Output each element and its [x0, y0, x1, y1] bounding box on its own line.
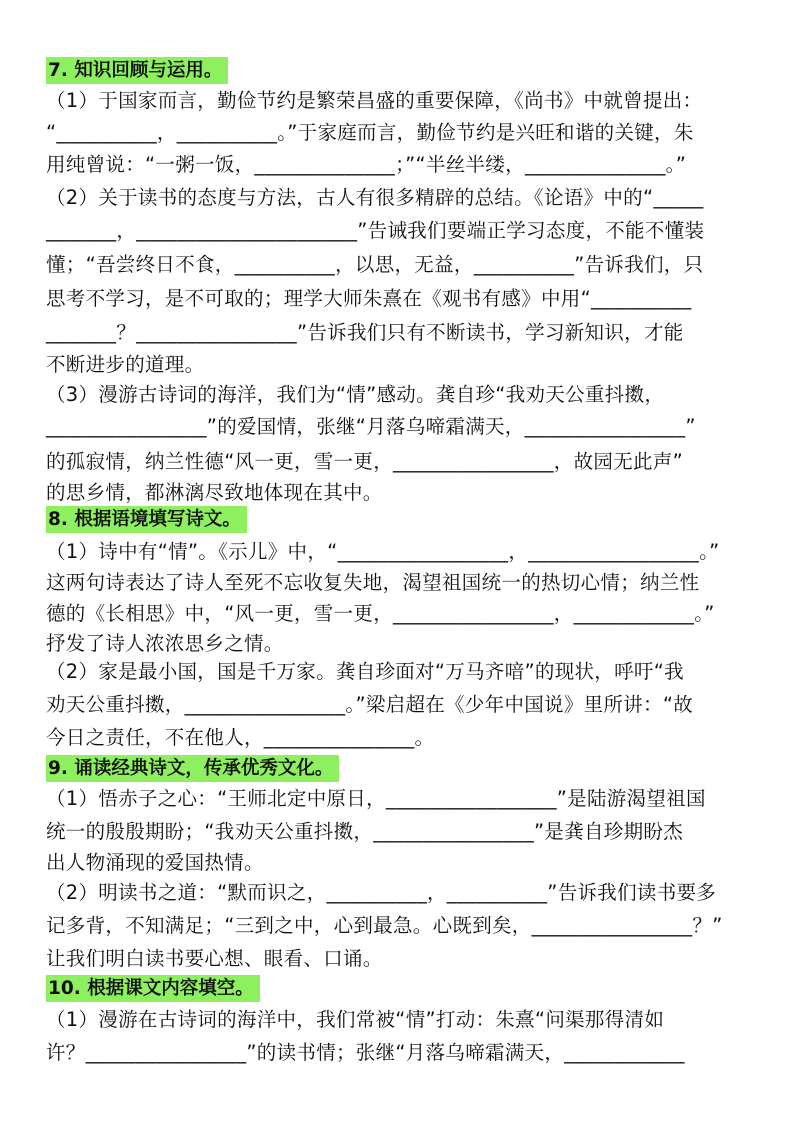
- text-line: （2）明读书之道：“默而识之，__________，__________”告诉我们读书要多: [46, 881, 717, 904]
- text-line: （3）漫游古诗词的海洋，我们为“情”感动。龚自珍“我劝天公重抖擞，: [46, 383, 665, 406]
- text-line: 许？________________”的读书情；张继“月落乌啼霜满天，____________: [46, 1041, 685, 1064]
- text-line: 今日之责任，不在他人，_______________。: [46, 726, 435, 749]
- text-line: “__________，__________。”于家庭而言，勤俭节约是兴旺和谐的关键，朱: [46, 121, 694, 144]
- text-line: 出人物涌现的爱国热情。: [46, 851, 264, 874]
- text-line: 用纯曾说：“一粥一饭，______________；”“半丝半缕，______________。”: [46, 153, 687, 176]
- text-line: 的孤寂情，纳兰性德“风一更，雪一更，________________，故园无此声”: [46, 450, 684, 473]
- text-line: （1）于国家而言，勤俭节约是繁荣昌盛的重要保障，《尚书》中就曾提出：: [46, 89, 703, 112]
- text-line: 不断进步的道理。: [46, 353, 205, 376]
- text-line: 统一的殷殷期盼；“我劝天公重抖擞，________________”是龚自珍期盼杰: [46, 820, 684, 843]
- text-line: ________________”的爱国情，张继“月落乌啼霜满天，________________”: [46, 415, 696, 438]
- text-line: （1）漫游在古诗词的海洋中，我们常被“情”打动：朱熹“问渠那得清如: [46, 1008, 665, 1031]
- text-line: 记多背，不知满足；“三到之中，心到最急。心既到矣，________________？”: [46, 914, 723, 937]
- text-line: （1）悟赤子之心：“王师北定中原日，_________________”是陆游渴望祖国: [46, 787, 706, 810]
- text-line: （2）家是最小国，国是千万家。龚自珍面对“万马齐喑”的现状，呼吁“我: [46, 660, 684, 683]
- text-line: （1）诗中有“情”。《示儿》中，“_________________，_________________。”: [46, 540, 720, 563]
- text-line: 懂；“吾尝终日不食，__________，以思，无益，__________”告诉我们，只: [46, 253, 704, 276]
- text-line: 让我们明白读书要心想、眼看、口诵。: [46, 947, 383, 970]
- text-line: 德的《长相思》中，“风一更，雪一更，________________，____________。”: [46, 602, 715, 625]
- text-line: 劝天公重抖擞，________________。”梁启超在《少年中国说》里所讲：“故: [46, 693, 694, 716]
- text-line: 这两句诗表达了诗人至死不忘收复失地，渴望祖国统一的热切心情；纳兰性: [46, 571, 700, 594]
- text-line: （2）关于读书的态度与方法，古人有很多精辟的总结。《论语》中的“_____: [46, 186, 704, 209]
- section-10-title: 10. 根据课文内容填空。: [46, 975, 260, 1002]
- text-line: 的思乡情，都淋漓尽致地体现在其中。: [46, 481, 383, 504]
- text-line: _______，______________________”告诫我们要端正学习态度，不能不懂装: [46, 219, 705, 242]
- section-7-title: 7. 知识回顾与运用。: [46, 57, 228, 84]
- section-8-title: 8. 根据语境填写诗文。: [46, 506, 247, 533]
- text-line: 思考不学习，是不可取的；理学大师朱熹在《观书有感》中用“__________: [46, 287, 692, 310]
- text-line: 抒发了诗人浓浓思乡之情。: [46, 632, 284, 655]
- section-9-title: 9. 诵读经典诗文，传承优秀文化。: [46, 755, 339, 782]
- text-line: _______？________________”告诉我们只有不断读书，学习新知识，才能: [46, 321, 684, 344]
